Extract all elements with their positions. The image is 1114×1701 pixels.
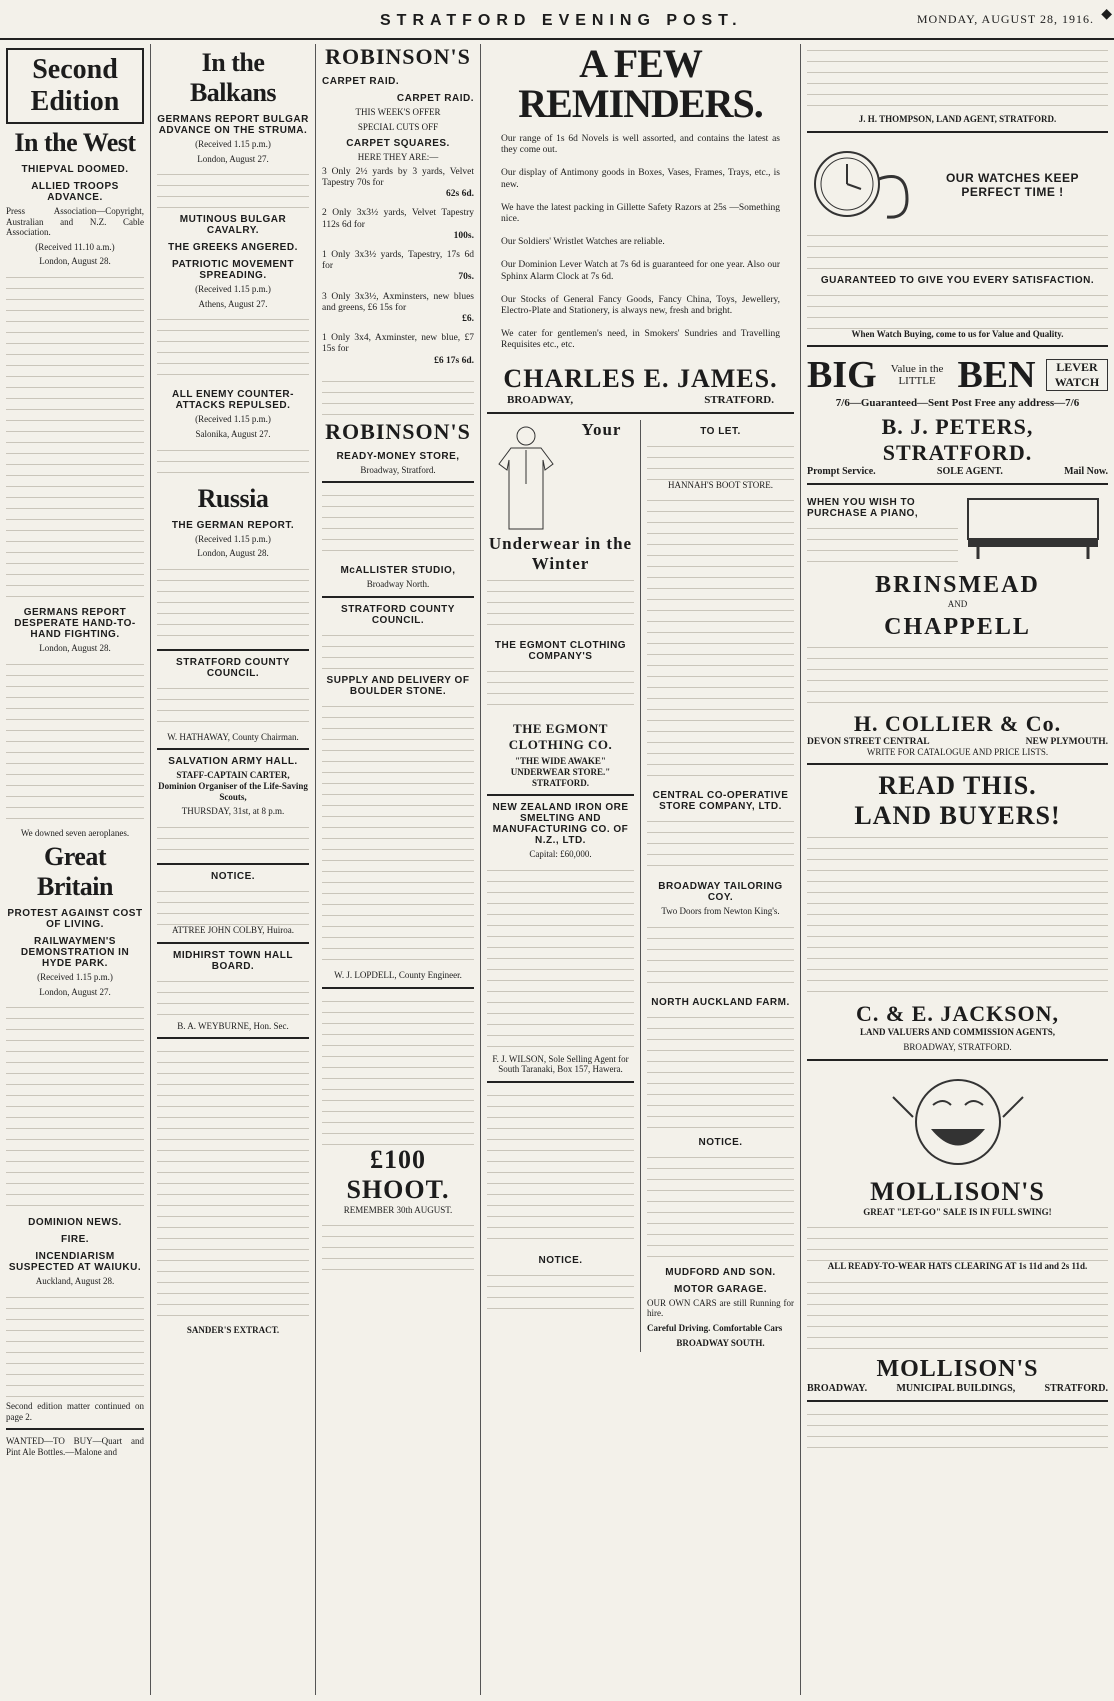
received-line: (Received 1.15 p.m.) xyxy=(195,533,271,544)
advert-body xyxy=(487,665,634,715)
dateline: Athens, August 27. xyxy=(198,298,268,309)
collier-left: DEVON STREET CENTRAL xyxy=(807,736,930,747)
tailoring-sub: Two Doors from Newton King's. xyxy=(661,906,780,917)
egmont-logo: THE EGMONT CLOTHING CO. xyxy=(508,721,613,753)
jackson-address: BROADWAY, STRATFORD. xyxy=(903,1042,1012,1053)
reminder-list xyxy=(487,124,794,352)
egmont-tagline: "THE WIDE AWAKE" UNDERWEAR STORE." STRATFORD. xyxy=(510,756,611,788)
article-body xyxy=(157,444,309,480)
mcallister-title: McALLISTER STUDIO, xyxy=(340,565,456,577)
notice-title: NOTICE. xyxy=(210,870,256,882)
nz-signature: F. J. WILSON, Sole Selling Agent for South Taranaki, Box 157, Hawera. xyxy=(492,1053,629,1075)
classified-body xyxy=(487,1089,634,1249)
notice-signature: B. A. WEYBURNE, Hon. Sec. xyxy=(177,1020,289,1031)
article-body xyxy=(6,1291,144,1401)
notice-body xyxy=(157,885,309,925)
reminder-item: We cater for gentlemen's need, in Smokers' Sundries and Travelling Requisites etc., etc. xyxy=(501,329,780,351)
received-line: (Received 1.15 p.m.) xyxy=(195,139,271,149)
and-word: AND xyxy=(947,599,968,610)
notice-signature: ATTREE JOHN COLBY, Huiroa. xyxy=(171,924,295,935)
brinsmead-title: BRINSMEAD xyxy=(875,572,1040,599)
army-hall-sub: STAFF-CAPTAIN CARTER, Dominion Organiser of the Life-Saving Scouts, xyxy=(158,770,308,802)
headline: THE GERMAN REPORT. xyxy=(171,519,295,531)
dateline: London, August 28. xyxy=(197,548,269,559)
headline: GERMANS REPORT DESPERATE HAND-TO-HAND FIGHTING. xyxy=(14,607,136,641)
north-auckland-title: NORTH AUCKLAND FARM. xyxy=(651,996,790,1008)
advert-body xyxy=(807,641,1108,711)
headline: RAILWAYMEN'S DEMONSTRATION IN HYDE PARK. xyxy=(20,936,130,970)
advert-body xyxy=(322,1219,474,1279)
received-line: (Received 1.15 p.m.) xyxy=(37,972,113,983)
article-body xyxy=(6,271,144,601)
midhirst-title: MIDHIRST TOWN HALL BOARD. xyxy=(173,949,293,972)
advert-body xyxy=(807,289,1108,329)
hats-line: ALL READY-TO-WEAR HATS CLEARING AT 1s 11d and 2s 11d. xyxy=(827,1261,1088,1272)
reminder-item: Our Soldiers' Wristlet Watches are reliable. xyxy=(501,237,665,248)
advert-body xyxy=(807,229,1108,269)
careful-line: Careful Driving. Comfortable Cars xyxy=(647,1323,783,1334)
classified-body xyxy=(807,1408,1108,1448)
notice-body xyxy=(322,700,474,970)
column-war-news xyxy=(0,44,150,1695)
reminder-item: Our Dominion Lever Watch at 7s 6d is guaranteed for one year. Also our Sphinx Alarm Clock at 7s 6d. xyxy=(501,260,780,282)
column-robinsons xyxy=(315,44,480,1695)
dateline: Auckland, August 28. xyxy=(35,1276,115,1287)
column-balkans xyxy=(150,44,315,1695)
headline: ALL ENEMY COUNTER-ATTACKS REPULSED. xyxy=(172,389,294,412)
big-ben-price: 7/6—Guaranteed—Sent Post Free any address—7/6 xyxy=(835,397,1080,410)
here-they-are: HERE THEY ARE:— xyxy=(357,152,439,163)
notice-title: NOTICE. xyxy=(698,1136,743,1148)
headline: DOMINION NEWS. xyxy=(28,1217,122,1229)
article-close: We downed seven aeroplanes. xyxy=(20,827,130,838)
headline: FIRE. xyxy=(60,1234,90,1246)
carpet-item: 1 Only 3x3½ yards, Tapestry, 17s 6d for 70s. xyxy=(322,250,474,283)
robinsons-title: ROBINSON'S xyxy=(325,44,471,69)
notice-body xyxy=(322,629,474,669)
piano-head: WHEN YOU WISH TO PURCHASE A PIANO, xyxy=(807,497,919,520)
section-heading-britain: Great Britain xyxy=(37,842,113,902)
advert-body xyxy=(487,574,634,634)
sale-line: GREAT "LET-GO" SALE IS IN FULL SWING! xyxy=(863,1206,1052,1217)
municipal-right: STRATFORD. xyxy=(1044,1382,1108,1394)
tolet-title: TO LET. xyxy=(700,425,741,437)
classified-wanted: WANTED—TO BUY—Quart and Pint Ale Bottles.—Malone and xyxy=(6,1436,144,1457)
peters-mid: SOLE AGENT. xyxy=(936,466,1003,478)
chappell-title: CHAPPELL xyxy=(884,613,1031,640)
land-agent-body xyxy=(807,44,1108,114)
carpet-raid: CARPET RAID. xyxy=(396,93,474,104)
page-marker-icon: ◆ xyxy=(1101,7,1112,22)
reminders-title: A FEW REMINDERS. xyxy=(518,44,763,126)
jackson-sub: LAND VALUERS AND COMMISSION AGENTS, xyxy=(860,1027,1055,1038)
underwear-title: Your Underwear in the Winter xyxy=(488,419,633,574)
received-line: (Received 1.15 p.m.) xyxy=(195,414,271,425)
masthead xyxy=(0,0,1114,40)
land-listings xyxy=(807,831,1108,1001)
cars-line: OUR OWN CARS are still Running for hire. xyxy=(647,1297,794,1319)
section-heading-west: In the West xyxy=(14,128,136,157)
article-body xyxy=(6,1001,144,1211)
jackson-title: C. & E. JACKSON, xyxy=(855,1001,1059,1027)
big-ben-lever: LEVER WATCH xyxy=(1046,359,1108,391)
municipal-left: BROADWAY. xyxy=(807,1382,868,1394)
peters-title: B. J. PETERS, STRATFORD. xyxy=(881,414,1034,466)
edition-banner: Second Edition xyxy=(6,48,144,124)
headline: MUTINOUS BULGAR CAVALRY. xyxy=(179,214,287,237)
section-heading-balkans: In the Balkans xyxy=(189,48,277,107)
reminder-item: Our Stocks of General Fancy Goods, Fancy China, Toys, Jewellery, Electro-Plate and Stationery, is always new, fresh and bright. xyxy=(501,294,780,317)
carpet-item: 1 Only 3x4, Axminster, new blue, £7 15s for £6 17s 6d. xyxy=(322,333,474,366)
advert-body xyxy=(322,489,474,559)
headline: ALLIED TROOPS ADVANCE. xyxy=(31,181,119,203)
advert-body xyxy=(647,921,794,991)
column-reminders xyxy=(480,44,800,1695)
notice-body xyxy=(157,682,309,732)
pocket-watch-icon xyxy=(807,139,917,229)
advert-body xyxy=(487,864,634,1054)
garage-title: MOTOR GARAGE. xyxy=(674,1283,767,1295)
tailoring-title: BROADWAY TAILORING COY. xyxy=(658,881,783,904)
peters-left: Prompt Service. xyxy=(807,466,876,478)
headline: PATRIOTIC MOVEMENT SPREADING. xyxy=(172,259,294,282)
collier-right: NEW PLYMOUTH. xyxy=(1025,736,1108,747)
advert-body xyxy=(807,522,958,572)
received-line: (Received 1.15 p.m.) xyxy=(195,284,271,295)
piano-illustration-icon xyxy=(958,491,1108,561)
article-body xyxy=(157,168,309,208)
headline: GERMANS REPORT BULGAR ADVANCE ON THE STRUMA. xyxy=(157,114,309,136)
headline: THIEPVAL DOOMED. xyxy=(21,164,129,175)
municipal-mid: MUNICIPAL BUILDINGS, xyxy=(896,1382,1016,1394)
mudford-title: MUDFORD AND SON. xyxy=(665,1266,776,1278)
special-cuts: SPECIAL CUTS OFF xyxy=(357,121,439,132)
peters-right: Mail Now. xyxy=(1064,466,1108,478)
credit-line: Press Association—Copyright, Australian and N.Z. Cable Association. xyxy=(6,206,144,238)
notice-signature: W. HATHAWAY, County Chairman. xyxy=(167,731,299,742)
carpet-item-list xyxy=(322,167,474,367)
shop-location-left: BROADWAY, xyxy=(507,393,574,406)
classified-body xyxy=(322,995,474,1145)
article-body xyxy=(6,658,144,828)
advert-body xyxy=(807,1276,1108,1356)
classified-body xyxy=(647,440,794,480)
notice-body xyxy=(487,1269,634,1319)
shoot-sub: REMEMBER 30th AUGUST. xyxy=(343,1204,453,1215)
robinsons-store-title: ROBINSON'S xyxy=(325,418,471,444)
mollisons-title: MOLLISON'S xyxy=(870,1176,1045,1206)
supply-heading: SUPPLY AND DELIVERY OF BOULDER STONE. xyxy=(326,675,470,698)
advert-body xyxy=(807,1221,1108,1261)
dateline: London, August 28. xyxy=(39,643,111,654)
notice-body xyxy=(647,1151,794,1261)
tolet-signature: HANNAH'S BOOT STORE. xyxy=(667,479,774,490)
shoot-title: £100 SHOOT. xyxy=(346,1144,450,1204)
charles-james-title: CHARLES E. JAMES. xyxy=(503,363,778,393)
watches-title: OUR WATCHES KEEP PERFECT TIME ! xyxy=(945,171,1080,200)
read-this: READ THIS. xyxy=(878,771,1037,801)
dateline: Salonika, August 27. xyxy=(195,429,271,440)
carpet-item: 3 Only 3x3½, Axminsters, new blues and greens, £6 15s for £6. xyxy=(322,291,474,325)
column-advertisements xyxy=(800,44,1114,1695)
big-ben-mid: Value in the LITTLE xyxy=(890,363,944,388)
big-ben-ben: BEN xyxy=(957,354,1036,397)
newspaper-title: STRATFORD EVENING POST. xyxy=(380,12,743,29)
reminder-item: Our range of 1s 6d Novels is well assorted, and contains the latest as they come out. xyxy=(501,134,780,156)
dateline: London, August 27. xyxy=(39,986,111,997)
classified-body xyxy=(647,494,794,784)
article-close: Second edition matter continued on page 2. xyxy=(6,1401,144,1422)
notice-body xyxy=(157,975,309,1021)
notice-title: NOTICE. xyxy=(538,1255,583,1267)
headline: THE GREEKS ANGERED. xyxy=(168,242,298,254)
collier-title: H. COLLIER & Co. xyxy=(853,710,1062,736)
week-offer: THIS WEEK'S OFFER xyxy=(355,107,441,117)
issue-date: MONDAY, AUGUST 28, 1916. xyxy=(916,12,1094,26)
shop-location-right: STRATFORD. xyxy=(704,393,774,406)
army-hall-title: SALVATION ARMY HALL. xyxy=(168,756,298,768)
land-agent-signature: J. H. THOMPSON, LAND AGENT, STRATFORD. xyxy=(858,114,1057,124)
headline: INCENDIARISM SUSPECTED AT WAIUKU. xyxy=(8,1251,142,1274)
undershirt-illustration-icon xyxy=(491,424,561,534)
notice-body xyxy=(157,821,309,857)
army-hall-date: THURSDAY, 31st, at 8 p.m. xyxy=(181,806,285,817)
carpet-item: 3 Only 2½ yards by 3 yards, Velvet Tapestry 70s for 62s 6d. xyxy=(322,166,474,200)
advert-body xyxy=(322,375,474,419)
broadway-south: BROADWAY SOUTH. xyxy=(676,1337,765,1348)
laughing-man-illustration-icon xyxy=(873,1067,1043,1177)
mollisons-title-2: MOLLISON'S xyxy=(876,1355,1039,1382)
headline: PROTEST AGAINST COST OF LIVING. xyxy=(7,908,143,931)
article-body xyxy=(157,313,309,383)
watch-buying-line: When Watch Buying, come to us for Value and Quality. xyxy=(851,328,1064,339)
mcallister-address: Broadway North. xyxy=(366,579,430,590)
store-sub: READY-MONEY STORE, xyxy=(336,450,460,462)
land-buyers: LAND BUYERS! xyxy=(854,801,1061,831)
coop-title: CENTRAL CO-OPERATIVE STORE COMPANY, LTD. xyxy=(652,790,789,813)
received-line: (Received 11.10 a.m.) xyxy=(35,241,115,252)
article-body xyxy=(157,563,309,643)
council-notice-title: STRATFORD COUNTY COUNCIL. xyxy=(176,656,290,679)
dateline: London, August 27. xyxy=(197,153,269,164)
sander-close: SANDER'S EXTRACT. xyxy=(186,1325,280,1336)
nz-capital: Capital: £60,000. xyxy=(529,849,592,860)
reminder-item: Our display of Antimony goods in Boxes, Vases, Frames, Trays, etc., is new. xyxy=(501,168,780,190)
nz-iron-title: NEW ZEALAND IRON ORE SMELTING AND MANUFACTURING CO. OF N.Z., LTD. xyxy=(492,802,629,847)
carpet-raid: CARPET RAID. xyxy=(322,76,400,87)
council-notice-title: STRATFORD COUNTY COUNCIL. xyxy=(341,604,455,627)
advert-body xyxy=(647,1011,794,1131)
dateline: London, August 28. xyxy=(39,256,111,267)
advert-body xyxy=(157,1045,309,1325)
store-address: Broadway, Stratford. xyxy=(360,464,436,475)
reminder-item: We have the latest packing in Gillette Safety Razors at 25s —Something nice. xyxy=(501,202,780,225)
egmont-title: THE EGMONT CLOTHING COMPANY'S xyxy=(494,640,627,663)
notice-signature: W. J. LOPDELL, County Engineer. xyxy=(334,970,462,981)
carpet-item: 2 Only 3x3½ yards, Velvet Tapestry 112s 6d for 100s. xyxy=(322,208,474,241)
notice-body xyxy=(647,815,794,875)
section-heading-russia: Russia xyxy=(197,483,269,513)
big-ben-big: BIG xyxy=(807,354,877,397)
collier-catalogue: WRITE FOR CATALOGUE AND PRICE LISTS. xyxy=(866,746,1049,757)
carpet-squares: CARPET SQUARES. xyxy=(346,138,450,150)
guarantee-line: GUARANTEED TO GIVE YOU EVERY SATISFACTION. xyxy=(820,274,1095,286)
